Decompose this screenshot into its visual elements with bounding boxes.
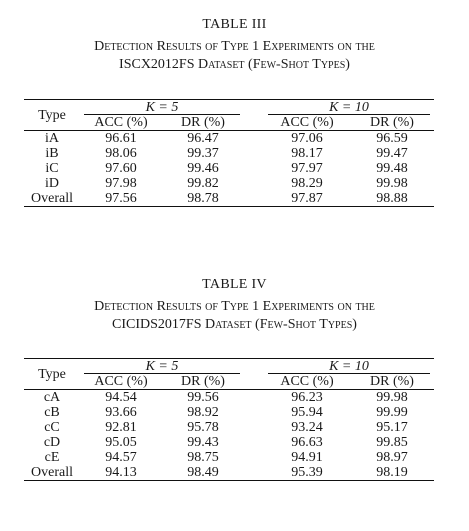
k10-acc-cell: 96.23 [291, 390, 323, 405]
k10-dr-cell: 99.99 [376, 405, 408, 420]
k5-acc-cell: 92.81 [105, 420, 137, 435]
type-cell: Overall [31, 191, 73, 206]
k5-acc-cell: 93.66 [105, 405, 137, 420]
k5-dr-header: DR (%) [181, 374, 225, 389]
table-iii-header-row-2 [24, 115, 434, 131]
group-gap [244, 420, 264, 435]
table-iii-grid [24, 99, 434, 207]
k10-acc-cell: 93.24 [291, 420, 323, 435]
k5-label: K = 5 [145, 100, 179, 115]
k10-dr-header: DR (%) [370, 374, 414, 389]
type-cell: iC [45, 161, 59, 176]
group-gap [244, 176, 264, 191]
k10-dr-cell: 99.98 [376, 390, 408, 405]
k5-acc-cell: 97.60 [105, 161, 137, 176]
k10-dr-cell: 95.17 [376, 420, 408, 435]
k5-acc-cell: 94.54 [105, 390, 137, 405]
k5-acc-cell: 96.61 [105, 131, 137, 146]
k10-acc-header: ACC (%) [280, 374, 334, 389]
k5-dr-cell: 98.78 [187, 191, 219, 206]
table-row [24, 390, 434, 406]
k10-acc-cell: 95.39 [291, 465, 323, 480]
k10-acc-cell: 98.17 [291, 146, 323, 161]
k5-underline [84, 114, 240, 115]
k5-dr-cell: 96.47 [187, 131, 219, 146]
table-iii-caption-line-2: ISCX2012FS Dataset (Few-Shot Types) [119, 57, 350, 72]
table-iii-block [0, 16, 469, 206]
type-cell: iD [45, 176, 59, 191]
k5-dr-cell: 99.56 [187, 390, 219, 405]
k5-dr-cell: 98.75 [187, 450, 219, 465]
table-iv-caption-line-2: CICIDS2017FS Dataset (Few-Shot Types) [112, 317, 357, 332]
k10-dr-cell: 96.59 [376, 131, 408, 146]
table-iv-block [0, 276, 469, 480]
type-cell: cB [44, 405, 60, 420]
k10-underline [268, 373, 430, 374]
k10-acc-cell: 96.63 [291, 435, 323, 450]
table-row [24, 161, 434, 176]
k10-acc-cell: 98.29 [291, 176, 323, 191]
group-gap [244, 374, 264, 390]
table-row [24, 191, 434, 207]
k10-label: K = 10 [329, 359, 369, 374]
k10-acc-cell: 94.91 [291, 450, 323, 465]
table-iv-body [24, 359, 434, 481]
table-iii-body [24, 100, 434, 207]
group-gap [244, 100, 264, 116]
k5-acc-cell: 97.98 [105, 176, 137, 191]
k5-acc-cell: 98.06 [105, 146, 137, 161]
k5-label: K = 5 [145, 359, 179, 374]
k5-dr-cell: 99.82 [187, 176, 219, 191]
table-row [24, 465, 434, 481]
type-cell: iB [45, 146, 59, 161]
group-gap [244, 450, 264, 465]
table-iii [24, 99, 434, 207]
k5-group-header [80, 100, 244, 116]
k5-dr-cell: 98.49 [187, 465, 219, 480]
type-header: Type [38, 366, 66, 382]
table-iii-caption-line-1: Detection Results of Type 1 Experiments on the [94, 39, 375, 54]
k10-acc-cell: 97.06 [291, 131, 323, 146]
k10-group-header [264, 100, 434, 116]
table-row [24, 146, 434, 161]
table-iv-header-row-2 [24, 374, 434, 390]
type-cell: cC [44, 420, 60, 435]
type-cell: Overall [31, 465, 73, 480]
group-gap [244, 359, 264, 375]
group-gap [244, 131, 264, 147]
table-iv-header-row-1 [24, 359, 434, 375]
k5-underline [84, 373, 240, 374]
k10-group-header [264, 359, 434, 375]
group-gap [244, 405, 264, 420]
table-row [24, 176, 434, 191]
table-row [24, 131, 434, 147]
k5-dr-cell: 99.43 [187, 435, 219, 450]
k5-dr-cell: 99.46 [187, 161, 219, 176]
group-gap [244, 435, 264, 450]
k10-acc-cell: 95.94 [291, 405, 323, 420]
type-cell: cA [43, 390, 61, 405]
table-iv-caption [0, 298, 469, 334]
k5-acc-cell: 94.13 [105, 465, 137, 480]
group-gap [244, 115, 264, 131]
table-iv-grid [24, 358, 434, 481]
k10-acc-cell: 97.97 [291, 161, 323, 176]
k5-acc-cell: 97.56 [105, 191, 137, 206]
table-iii-number: TABLE III [202, 17, 267, 32]
type-cell: iA [45, 131, 59, 146]
table-iv [24, 358, 434, 481]
k10-acc-header: ACC (%) [280, 115, 334, 130]
k5-acc-cell: 95.05 [105, 435, 137, 450]
k5-dr-cell: 98.92 [187, 405, 219, 420]
k10-dr-cell: 99.48 [376, 161, 408, 176]
type-cell: cD [43, 435, 61, 450]
table-row [24, 420, 434, 435]
k5-acc-header: ACC (%) [94, 374, 148, 389]
k5-dr-cell: 95.78 [187, 420, 219, 435]
group-gap [244, 465, 264, 481]
k5-group-header [80, 359, 244, 375]
table-row [24, 450, 434, 465]
table-iii-caption [0, 38, 469, 74]
group-gap [244, 390, 264, 406]
k10-dr-header: DR (%) [370, 115, 414, 130]
table-row [24, 405, 434, 420]
group-gap [244, 191, 264, 207]
table-iv-caption-line-1: Detection Results of Type 1 Experiments on the [94, 299, 375, 314]
k5-dr-header: DR (%) [181, 115, 225, 130]
table-iii-header-row-1 [24, 100, 434, 116]
k10-label: K = 10 [329, 100, 369, 115]
k10-dr-cell: 99.98 [376, 176, 408, 191]
table-iv-number: TABLE IV [202, 277, 267, 292]
k5-dr-cell: 99.37 [187, 146, 219, 161]
k10-dr-cell: 99.47 [376, 146, 408, 161]
type-cell: cE [44, 450, 60, 465]
k10-acc-cell: 97.87 [291, 191, 323, 206]
table-row [24, 435, 434, 450]
group-gap [244, 161, 264, 176]
k5-acc-header: ACC (%) [94, 115, 148, 130]
type-header: Type [38, 107, 66, 123]
k10-dr-cell: 98.19 [376, 465, 408, 480]
k5-acc-cell: 94.57 [105, 450, 137, 465]
group-gap [244, 146, 264, 161]
k10-dr-cell: 99.85 [376, 435, 408, 450]
k10-dr-cell: 98.88 [376, 191, 408, 206]
k10-dr-cell: 98.97 [376, 450, 408, 465]
k10-underline [268, 114, 430, 115]
